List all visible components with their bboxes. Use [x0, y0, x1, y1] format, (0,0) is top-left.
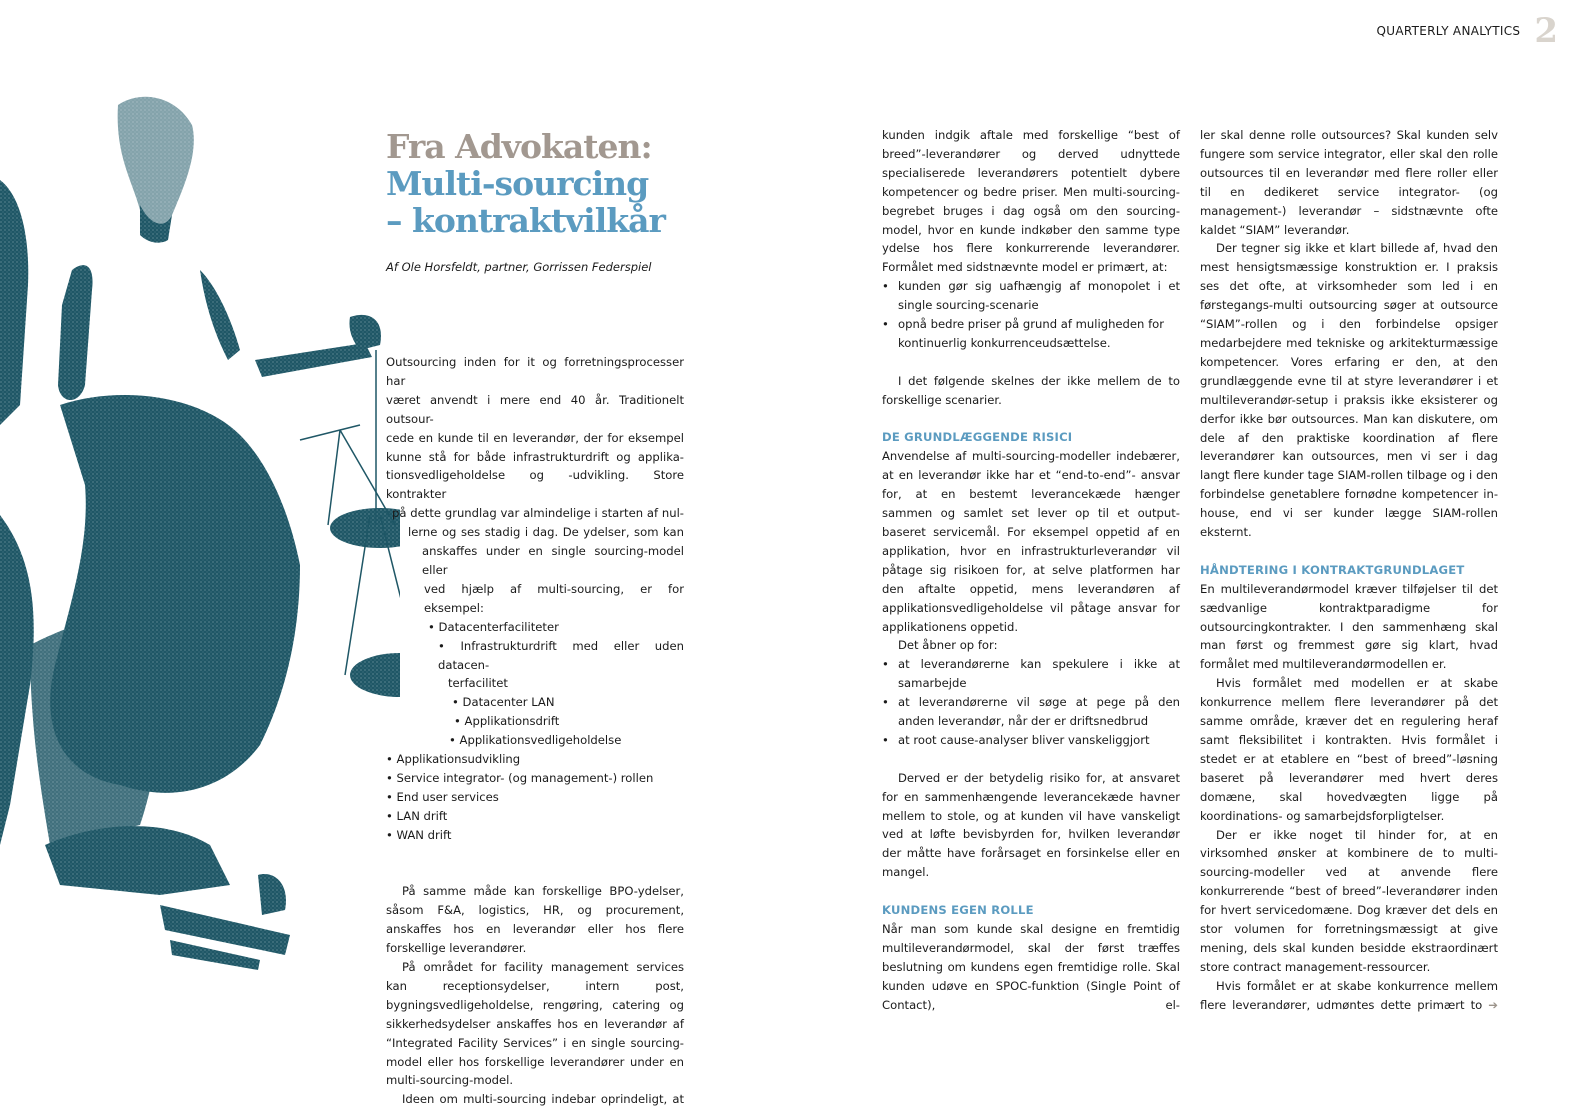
section-heading: HÅNDTERING I KONTRAKTGRUNDLAGET	[1200, 562, 1465, 577]
bullet-list	[882, 277, 1180, 353]
headline-line-1: Multi-sourcing	[386, 164, 649, 203]
intro-line: kunne stå for både infrastrukturdrift og applika-	[386, 449, 684, 464]
list-item: • opnå bedre priser på grund af muligheden for kontinuerlig konkurrenceudsættelse.	[882, 315, 1180, 353]
continue-arrow-icon: ➔	[1488, 997, 1499, 1012]
paragraph: Ideen om multi-sourcing indebar oprindeligt, at	[402, 1092, 684, 1107]
section-heading: KUNDENS EGEN ROLLE	[882, 903, 1034, 918]
list-item: • Applikationsdrift	[386, 712, 684, 731]
paragraph: I det følgende skelnes der ikke mellem de to forskellige scenarier.	[882, 373, 1180, 407]
column-2	[882, 126, 1180, 1015]
list-item: • Datacenter LAN	[386, 693, 684, 712]
paragraph: Hvis formålet er at skabe konkurrence mellem flere leverandører, udmøntes dette primært to ➔	[1200, 978, 1499, 1012]
list-item-continued: terfacilitet	[448, 676, 508, 691]
list-item: • at leverandørerne vil søge at pege på den anden leverandør, når der er driftsnedbrud	[882, 693, 1180, 731]
headline-line-2: – kontraktvilkår	[386, 201, 665, 240]
byline: Af Ole Horsfeldt, partner, Gorrissen Federspiel	[386, 260, 652, 274]
list-item: • End user services	[386, 788, 684, 807]
section-label: QUARTERLY ANALYTICS	[1376, 24, 1521, 38]
article-title	[386, 128, 726, 239]
intro-line: Outsourcing inden for it og forretningsprocesser har	[386, 355, 684, 388]
kicker: Fra Advokaten:	[386, 127, 652, 166]
list-item: • LAN drift	[386, 807, 684, 826]
list-item: • at leverandørerne kan spekulere i ikke at samarbejde	[882, 655, 1180, 693]
list-item: • Datacenterfaciliteter	[386, 618, 684, 637]
list-item: • Applikationsudvikling	[386, 750, 684, 769]
list-item: • Infrastrukturdrift med eller uden datacen-	[386, 637, 684, 675]
paragraph: Hvis formålet med modellen er at skabe konkurrence mellem flere leverandører på det samme område, kræver det en regulering heraf samt fleksibilitet i kontrakten. Hvis formålet i stedet er at etablere en “best of breed”-løsning baseret på leverandører med hvert deres domæne, skal hovedvægten ligge på koordinations- og samarbejdsforpligtelser.	[1200, 676, 1498, 823]
paragraph: Derved er der betydelig risiko for, at ansvaret for en sammenhængende leverancekæde havner mellem to stole, og at kunden vil have vanskeligt ved at løfte bevisbyrden for, hvilken leverandør der måtte have forårsaget en forsinkelse eller en mangel.	[882, 770, 1180, 880]
intro-line: anskaffes under en single sourcing-model eller	[422, 544, 684, 577]
intro-line: lerne og ses stadig i dag. De ydelser, som kan	[408, 525, 684, 540]
intro-line: ved hjælp af multi-sourcing, er for eksempel:	[424, 581, 684, 615]
paragraph: På området for facility management services kan receptionsydelser, intern post, bygningsvedligeholdelse, rengøring, catering og sikkerhedsydelser anskaffes hos en leverandør af “Integrated Facility Services” i en single sourcing-model eller hos forskellige leverandører under en multi-sourcing-model.	[386, 959, 684, 1088]
paragraph: På samme måde kan forskellige BPO-ydelser, såsom F&A, logistics, HR, og procurement, anskaffes hos en leverandør eller hos flere forskellige leverandører.	[386, 884, 684, 956]
column-3	[1200, 126, 1498, 1015]
list-item: • Applikationsvedligeholdelse	[386, 731, 684, 750]
list-item: • WAN drift	[386, 826, 684, 845]
running-head	[1376, 11, 1558, 51]
list-item: • kunden gør sig uafhængig af monopolet i et single sourcing-scenarie	[882, 277, 1180, 315]
intro-line: på dette grundlag var almindelige i starten af nul-	[392, 506, 684, 521]
paragraph: Når man som kunde skal designe en fremtidig multileverandørmodel, skal der først træffes beslutning om kundens egen fremtidige rolle. Skal kunden udøve en SPOC-funktion (Single Point of Contact), el-	[882, 922, 1180, 1012]
intro-line: tionsvedligeholdelse og -udvikling. Store kontrakter	[386, 468, 684, 502]
section-heading: DE GRUNDLÆGGENDE RISICI	[882, 430, 1073, 445]
page-number: 2	[1534, 11, 1558, 51]
paragraph: Anvendelse af multi-sourcing-modeller indebærer, at en leverandør ikke har et “end-to-end”- ansvar for, at en bestemt leverancekæde hænger sammen og samlet set lever op til et output-baseret servicemål. For eksempel oppetid af en applikation, hvor en infrastrukturleverandør vil påtage sig risikoen for, at selve platformen har den aftalte oppetid, mens leverandøren af applikationsvedligeholdelse vil påtage ansvar for applikationens oppetid.	[882, 449, 1180, 634]
paragraph: Der tegner sig ikke et klart billede af, hvad den mest hensigtsmæssige konstruktion er. I praksis ses det ofte, at virksomheder som led i en førstegangs-multi outsourcing søger at outsource “SIAM”-rollen og i den forbindelse opsiger medarbejdere med tekniske og arkitekturmæssige kompetencer. Vores erfaring er den, at den grundlæggende evne til at styre leverandører i et multileverandør-setup i praksis ikke eksisterer og derfor ikke bør outsources. Man kan diskutere, om dele af den praktiske koordination af flere leverandører kan outsources, men vi ser i dag langt flere kunder tage SIAM-rollen tilbage og i den forbindelse genetablere fornødne kompetencer in-house, end vi ser kunder lægge SIAM-rollen eksternt.	[1200, 241, 1498, 540]
intro-line: været anvendt i mere end 40 år. Traditionelt outsour-	[386, 392, 684, 426]
list-item: • at root cause-analyser bliver vanskeliggjort	[882, 731, 1180, 750]
intro-line: cede en kunde til en leverandør, der for eksempel	[386, 430, 684, 445]
paragraph: En multileverandørmodel kræver tilføjelser til det sædvanlige kontraktparadigme for outsourcingkontrakter. I den sammenhæng skal man først og fremmest gøre sig klart, hvad formålet med multileverandørmodellen er.	[1200, 581, 1498, 672]
list-item: • Service integrator- (og management-) rollen	[386, 769, 684, 788]
paragraph: kunden indgik aftale med forskellige “best of breed”-leverandører og derved udnyttede specialiserede leverandørers potentielt dybere kompetencer og bedre priser. Men multi-sourcing-begrebet bruges i dag også om den sourcing-model, hvor en kunde indkøber den samme type ydelse hos flere konkurrerende leverandører. Formålet med sidstnævnte model er primært, at:	[882, 128, 1180, 275]
paragraph: ler skal denne rolle outsources? Skal kunden selv fungere som service integrator, eller skal den rolle outsources til en leverandør med flere roller eller til en dedikeret service integrator- (og management-) leverandør – sidstnævnte ofte kaldet “SIAM” leverandør.	[1200, 128, 1498, 237]
paragraph: Det åbner op for:	[898, 638, 998, 653]
lady-justice-illustration	[0, 85, 400, 975]
bullet-list	[882, 655, 1180, 750]
column-1	[386, 353, 684, 1109]
paragraph: Der er ikke noget til hinder for, at en virksomhed ønsker at kombinere de to multi-sourcing-modeller ved at anvende flere konkurrerende “best of breed”-leverandører inden for hvert servicedomæne. Dog kræver det dels en stor volumen for forretningsmæssigt at give mening, dels skal kunden besidde ekstraordinært store contract management-ressourcer.	[1200, 827, 1498, 974]
